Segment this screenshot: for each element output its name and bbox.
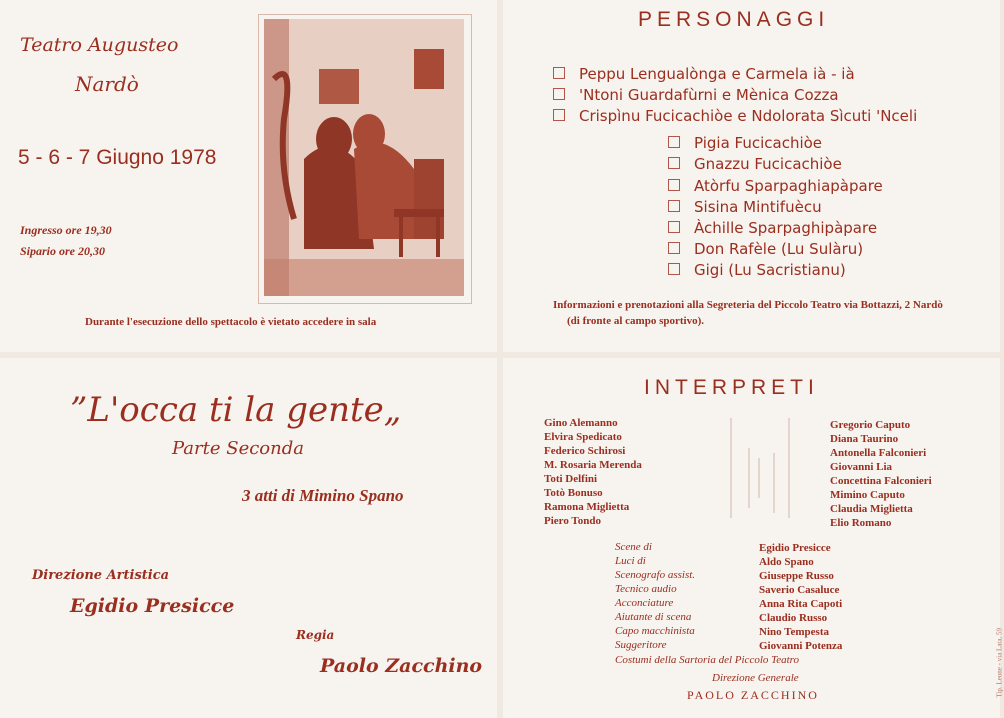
cast-name: Totò Bonuso <box>544 487 603 499</box>
cover-panel <box>0 0 497 352</box>
city-name: Nardò <box>75 72 139 96</box>
character-line: Gnazzu Fucicachiòe <box>668 155 842 173</box>
decorative-lines <box>729 418 799 518</box>
crew-name: Claudio Russo <box>759 612 828 624</box>
cast-name: Gino Alemanno <box>544 417 618 429</box>
direzione-generale-name: PAOLO ZACCHINO <box>687 688 819 702</box>
stage-photo <box>264 19 464 296</box>
entry-time: Ingresso ore 19,30 <box>20 223 112 237</box>
direzione-generale-label: Direzione Generale <box>712 672 799 684</box>
curtain-time: Sipario ore 20,30 <box>20 244 106 258</box>
cast-name: Elio Romano <box>830 517 892 529</box>
theatre-name: Teatro Augusteo <box>20 34 179 56</box>
character-line: 'Ntoni Guardafùrni e Mènica Cozza <box>553 86 839 104</box>
cast-name: Gregorio Caputo <box>830 419 911 431</box>
hall-notice: Durante l'esecuzione dello spettacolo è vietato accedere in sala <box>85 316 377 328</box>
character-line: Gigi (Lu Sacristianu) <box>668 261 846 279</box>
play-panel <box>0 358 497 718</box>
interpreti-panel <box>503 358 1004 718</box>
checkbox-icon <box>668 179 680 191</box>
play-title: ”L'occa ti la gente„ <box>70 390 402 430</box>
photo-frame <box>258 14 472 304</box>
checkbox-icon <box>668 136 680 148</box>
checkbox-icon <box>668 157 680 169</box>
character-line: Sisina Mintifuècu <box>668 198 822 216</box>
character-line: Atòrfu Sparpaghiapàpare <box>668 177 883 195</box>
regia-name: Paolo Zacchino <box>320 655 483 677</box>
character-line: Don Rafèle (Lu Sulàru) <box>668 240 863 258</box>
cast-name: M. Rosaria Merenda <box>544 459 642 471</box>
personaggi-title: PERSONAGGI <box>638 8 830 31</box>
performance-dates: 5 - 6 - 7 Giugno 1978 <box>18 146 217 169</box>
crew-role: Capo macchinista <box>615 625 695 637</box>
checkbox-icon <box>553 109 565 121</box>
checkbox-icon <box>668 263 680 275</box>
cast-name: Elvira Spedicato <box>544 431 622 443</box>
personaggi-panel <box>503 0 1000 352</box>
crew-name: Anna Rita Capoti <box>759 598 843 610</box>
play-subtitle: Parte Seconda <box>172 438 304 459</box>
checkbox-icon <box>668 221 680 233</box>
character-line: Pigia Fucicachiòe <box>668 134 822 152</box>
interpreti-title: INTERPRETI <box>644 376 819 399</box>
cast-name: Giovanni Lia <box>830 461 893 473</box>
regia-label: Regia <box>296 628 335 642</box>
cast-name: Piero Tondo <box>544 515 601 527</box>
character-line: Àchille Sparpaghipàpare <box>668 219 877 237</box>
info-line: Informazioni e prenotazioni alla Segreteria del Piccolo Teatro via Bottazzi, 2 Nardò <box>553 299 943 311</box>
crew-name: Giovanni Potenza <box>759 640 843 652</box>
crew-role: Acconciature <box>615 597 674 609</box>
crew-role: Aiutante di scena <box>615 611 692 623</box>
crew-role: Tecnico audio <box>615 583 677 595</box>
character-line: Peppu Lengualònga e Carmela ià - ià <box>553 65 855 83</box>
cast-name: Mimino Caputo <box>830 489 905 501</box>
checkbox-icon <box>668 242 680 254</box>
crew-name: Nino Tempesta <box>759 626 829 638</box>
cast-name: Toti Delfini <box>544 473 598 485</box>
crew-role: Luci di <box>615 555 646 567</box>
crew-name: Egidio Presicce <box>759 542 831 554</box>
cast-name: Concettina Falconieri <box>830 475 932 487</box>
crew-role: Scene di <box>615 541 652 553</box>
crew-role: Suggeritore <box>615 639 667 651</box>
crew-name: Giuseppe Russo <box>759 570 834 582</box>
crew-name: Saverio Casaluce <box>759 584 840 596</box>
play-author: 3 atti di Mimino Spano <box>242 486 404 505</box>
checkbox-icon <box>553 67 565 79</box>
info-line-address: (di fronte al campo sportivo). <box>567 315 704 327</box>
checkbox-icon <box>553 88 565 100</box>
character-line: Crispìnu Fucicachiòe e Ndolorata Sìcuti 'Nceli <box>553 107 917 125</box>
cast-name: Ramona Miglietta <box>544 501 630 513</box>
crew-name: Aldo Spano <box>759 556 814 568</box>
cast-name: Diana Taurino <box>830 433 899 445</box>
cast-name: Federico Schirosi <box>544 445 626 457</box>
cast-name: Antonella Falconieri <box>830 447 927 459</box>
crew-role: Scenografo assist. <box>615 569 696 581</box>
direzione-name: Egidio Presicce <box>70 595 235 617</box>
cast-name: Claudia Miglietta <box>830 503 913 515</box>
printer-credit: Tip. Leone - via Lata, 59 <box>996 628 1004 698</box>
direzione-label: Direzione Artistica <box>32 568 170 583</box>
checkbox-icon <box>668 200 680 212</box>
costumi-credit: Costumi della Sartoria del Piccolo Teatro <box>615 654 800 666</box>
